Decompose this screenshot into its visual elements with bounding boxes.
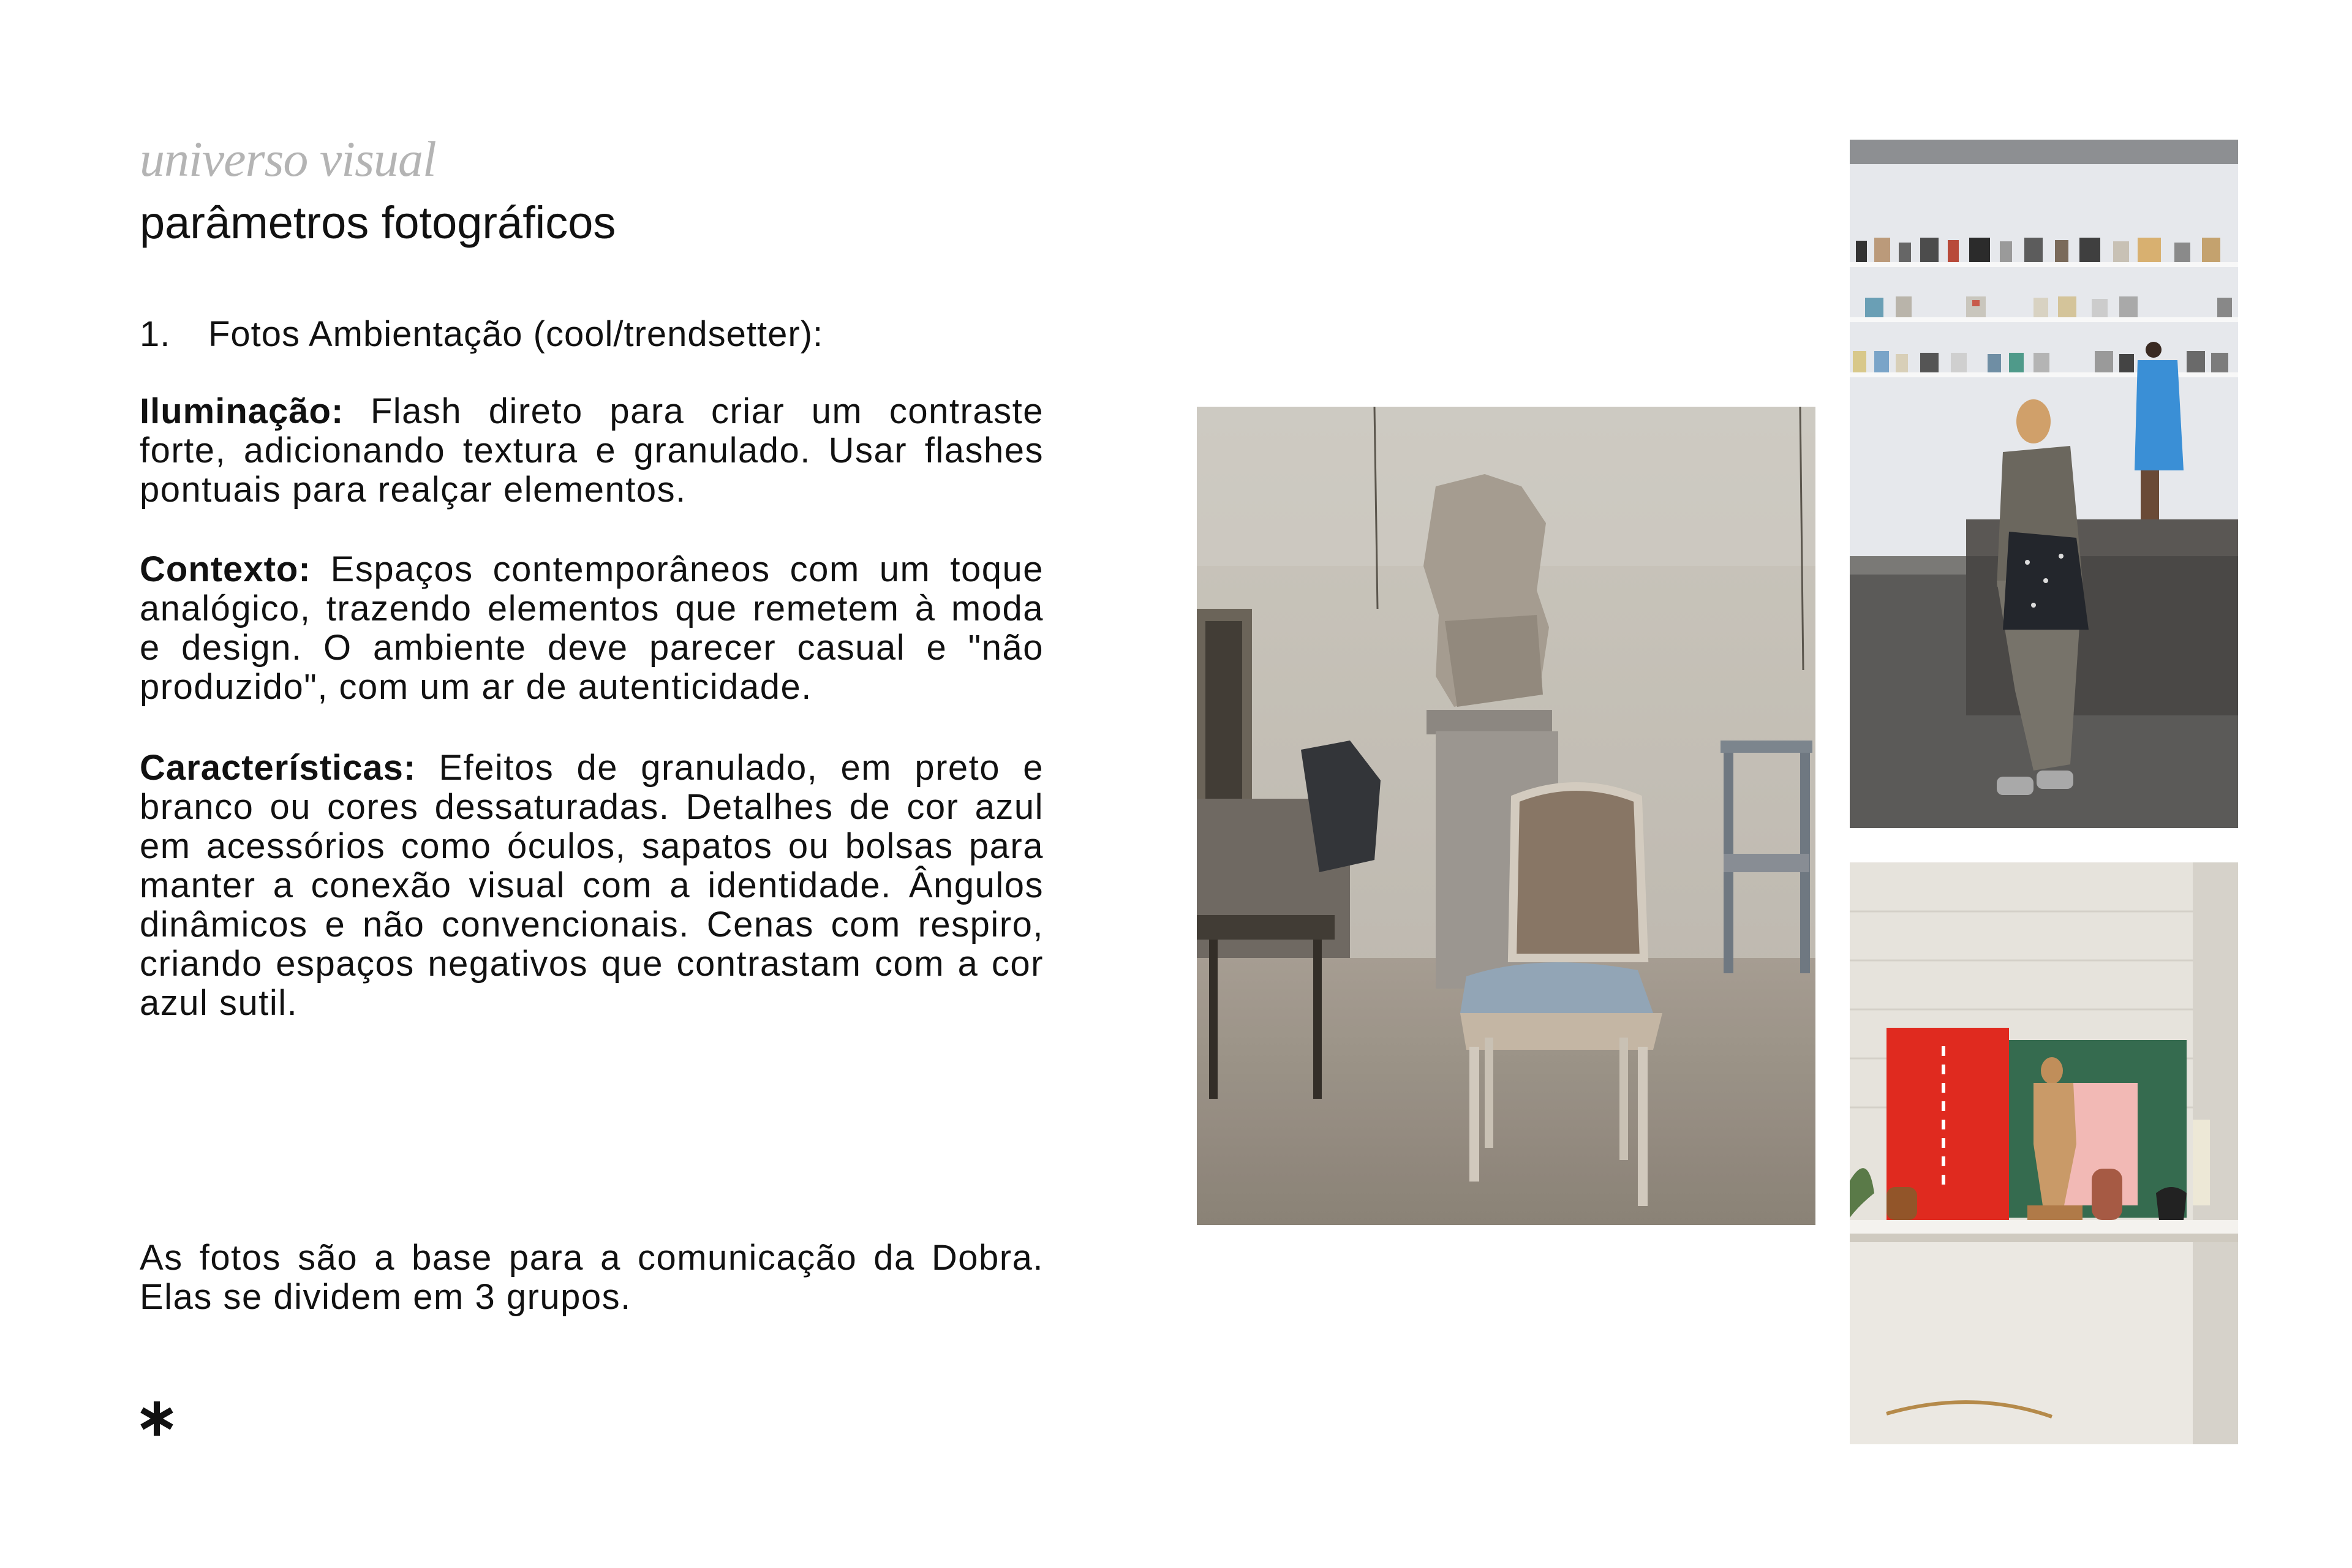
- asterisk-icon: [137, 1399, 176, 1438]
- paragraph-label: Contexto:: [140, 549, 311, 589]
- paragraph-iluminacao: [140, 392, 1044, 510]
- photo-gallery-bookshelf: [1850, 140, 2238, 828]
- section-kicker: universo visual: [140, 131, 436, 187]
- footer-note: As fotos são a base para a comunicação da Dobra. Elas se dividem em 3 grupos.: [140, 1238, 1044, 1317]
- page-title: parâmetros fotográficos: [140, 197, 616, 248]
- paragraph-label: Características:: [140, 748, 417, 788]
- paragraph-text: Flash direto para criar um contraste forte, adicionando textura e granulado. Usar flashes pontuais para realçar elementos.: [140, 391, 1044, 510]
- paragraph-text: Efeitos de granulado, em preto e branco ou cores dessaturadas. Detalhes de cor azul em acessórios como óculos, sapatos ou bolsas para manter a conexão visual com a identidade. Ângulos dinâmicos e não convencionais. Cenas com respiro, criando espaços negativos que contrastam com a cor azul sutil.: [140, 748, 1044, 1023]
- photo-interior-statue-chair: [1197, 407, 1815, 1225]
- photo-shelf-paintings: [1850, 862, 2238, 1444]
- paragraph-contexto: [140, 550, 1044, 707]
- list-number: 1.: [140, 314, 171, 354]
- list-heading: [140, 310, 823, 359]
- paragraph-label: Iluminação:: [140, 391, 344, 431]
- list-heading-text: Fotos Ambientação (cool/trendsetter):: [208, 314, 824, 354]
- paragraph-caracteristicas: [140, 748, 1044, 1023]
- paragraph-text: Espaços contemporâneos com um toque analógico, trazendo elementos que remetem à moda e design. O ambiente deve parecer casual e "não produzido", com um ar de autenticidade.: [140, 549, 1044, 707]
